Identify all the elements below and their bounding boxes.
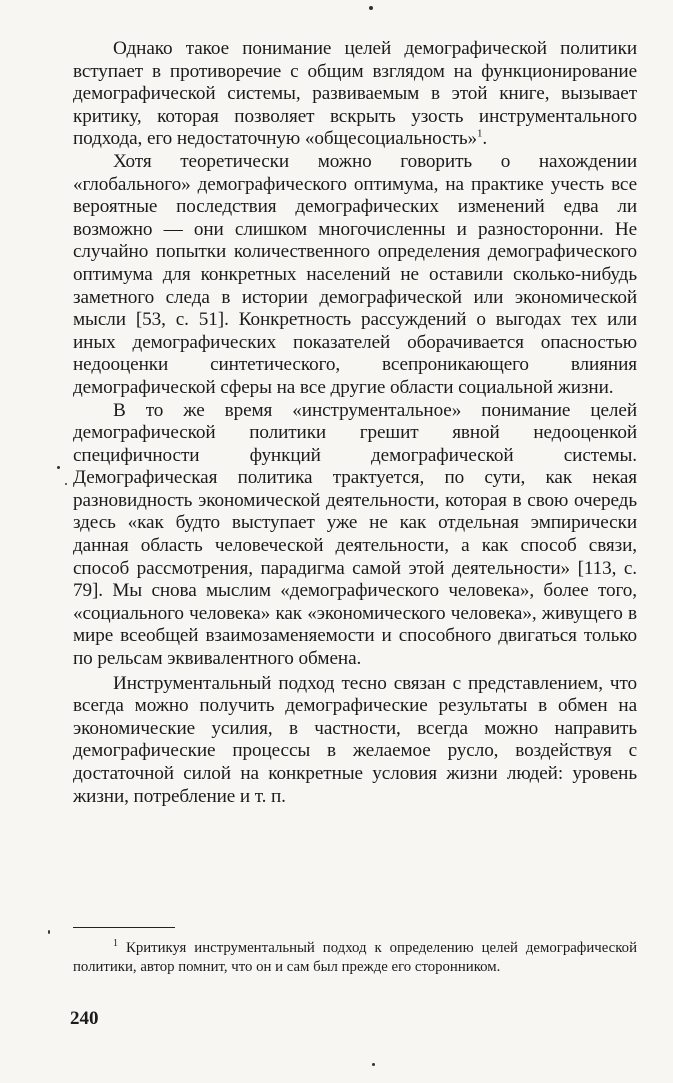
paragraph-1: [73, 38, 637, 151]
paragraph-1-text: Однако такое понимание целей демографической политики вступает в противоречие с общим взглядом на функционирование демографической системы, развиваемым в этой книге, вызывает критику, которая позволяет вскрыть узость инструментального подхода, его недостаточную «общесоциальность»: [73, 38, 637, 150]
page-number: 240: [70, 1008, 99, 1029]
scan-speck: [48, 930, 50, 934]
page-body: [73, 38, 637, 808]
scan-speck: [65, 483, 67, 485]
scan-speck: [57, 466, 60, 469]
footnote: [73, 939, 637, 976]
paragraph-4: Инструментальный подход тесно связан с представлением, что всегда можно получить демографические результаты в обмен на экономические усилия, в частности, всегда можно направить демографические процессы в желаемое русло, воздействуя с достаточной силой на конкретные условия жизни людей: уровень жизни, потребление и т. п.: [73, 672, 637, 807]
paragraph-2: Хотя теоретически можно говорить о нахождении «глобального» демографического оптимума, на практике учесть все вероятные последствия демографических изменений едва ли возможно — они слишком многочисленны и разносторонни. Не случайно попытки количественного определения демографического оптимума для конкретных населений не оставили сколько-нибудь заметного следа в истории демографической или экономической мысли [53, с. 51]. Конкретность рассуждений о выгодах тех или иных демографических показателей оборачивается опасностью недооценки синтетического, всепроникающего влияния демографической сферы на все другие области социальной жизни.: [73, 150, 637, 398]
scan-speck: [372, 1063, 375, 1066]
scan-speck: [369, 6, 373, 10]
paragraph-1-end: .: [482, 128, 488, 150]
paragraph-3: В то же время «инструментальное» понимание целей демографической политики грешит явной недооценкой специфичности функций демографической системы. Демографическая политика трактуется, по сути, как некая разновидность экономической деятельности, которая в свою очередь здесь «как будто выступает уже не как отдельная эмпирически данная область человеческой деятельности, а как способ связи, способ рассмотрения, парадигма самой этой деятельности» [113, с. 79]. Мы снова мыслим «демографического человека», более того, «социального человека» как «экономического человека», живущего в мире всеобщей взаимозаменяемости и способного двигаться только по рельсам эквивалентного обмена.: [73, 399, 637, 670]
footnote-mark: 1: [113, 938, 118, 950]
footnote-reference: 1: [477, 127, 483, 140]
footnote-text: Критикуя инструментальный подход к определению целей демографической политики, автор помнит, что он и сам был прежде его сторонником.: [73, 940, 637, 975]
footnote-separator: [73, 927, 175, 928]
